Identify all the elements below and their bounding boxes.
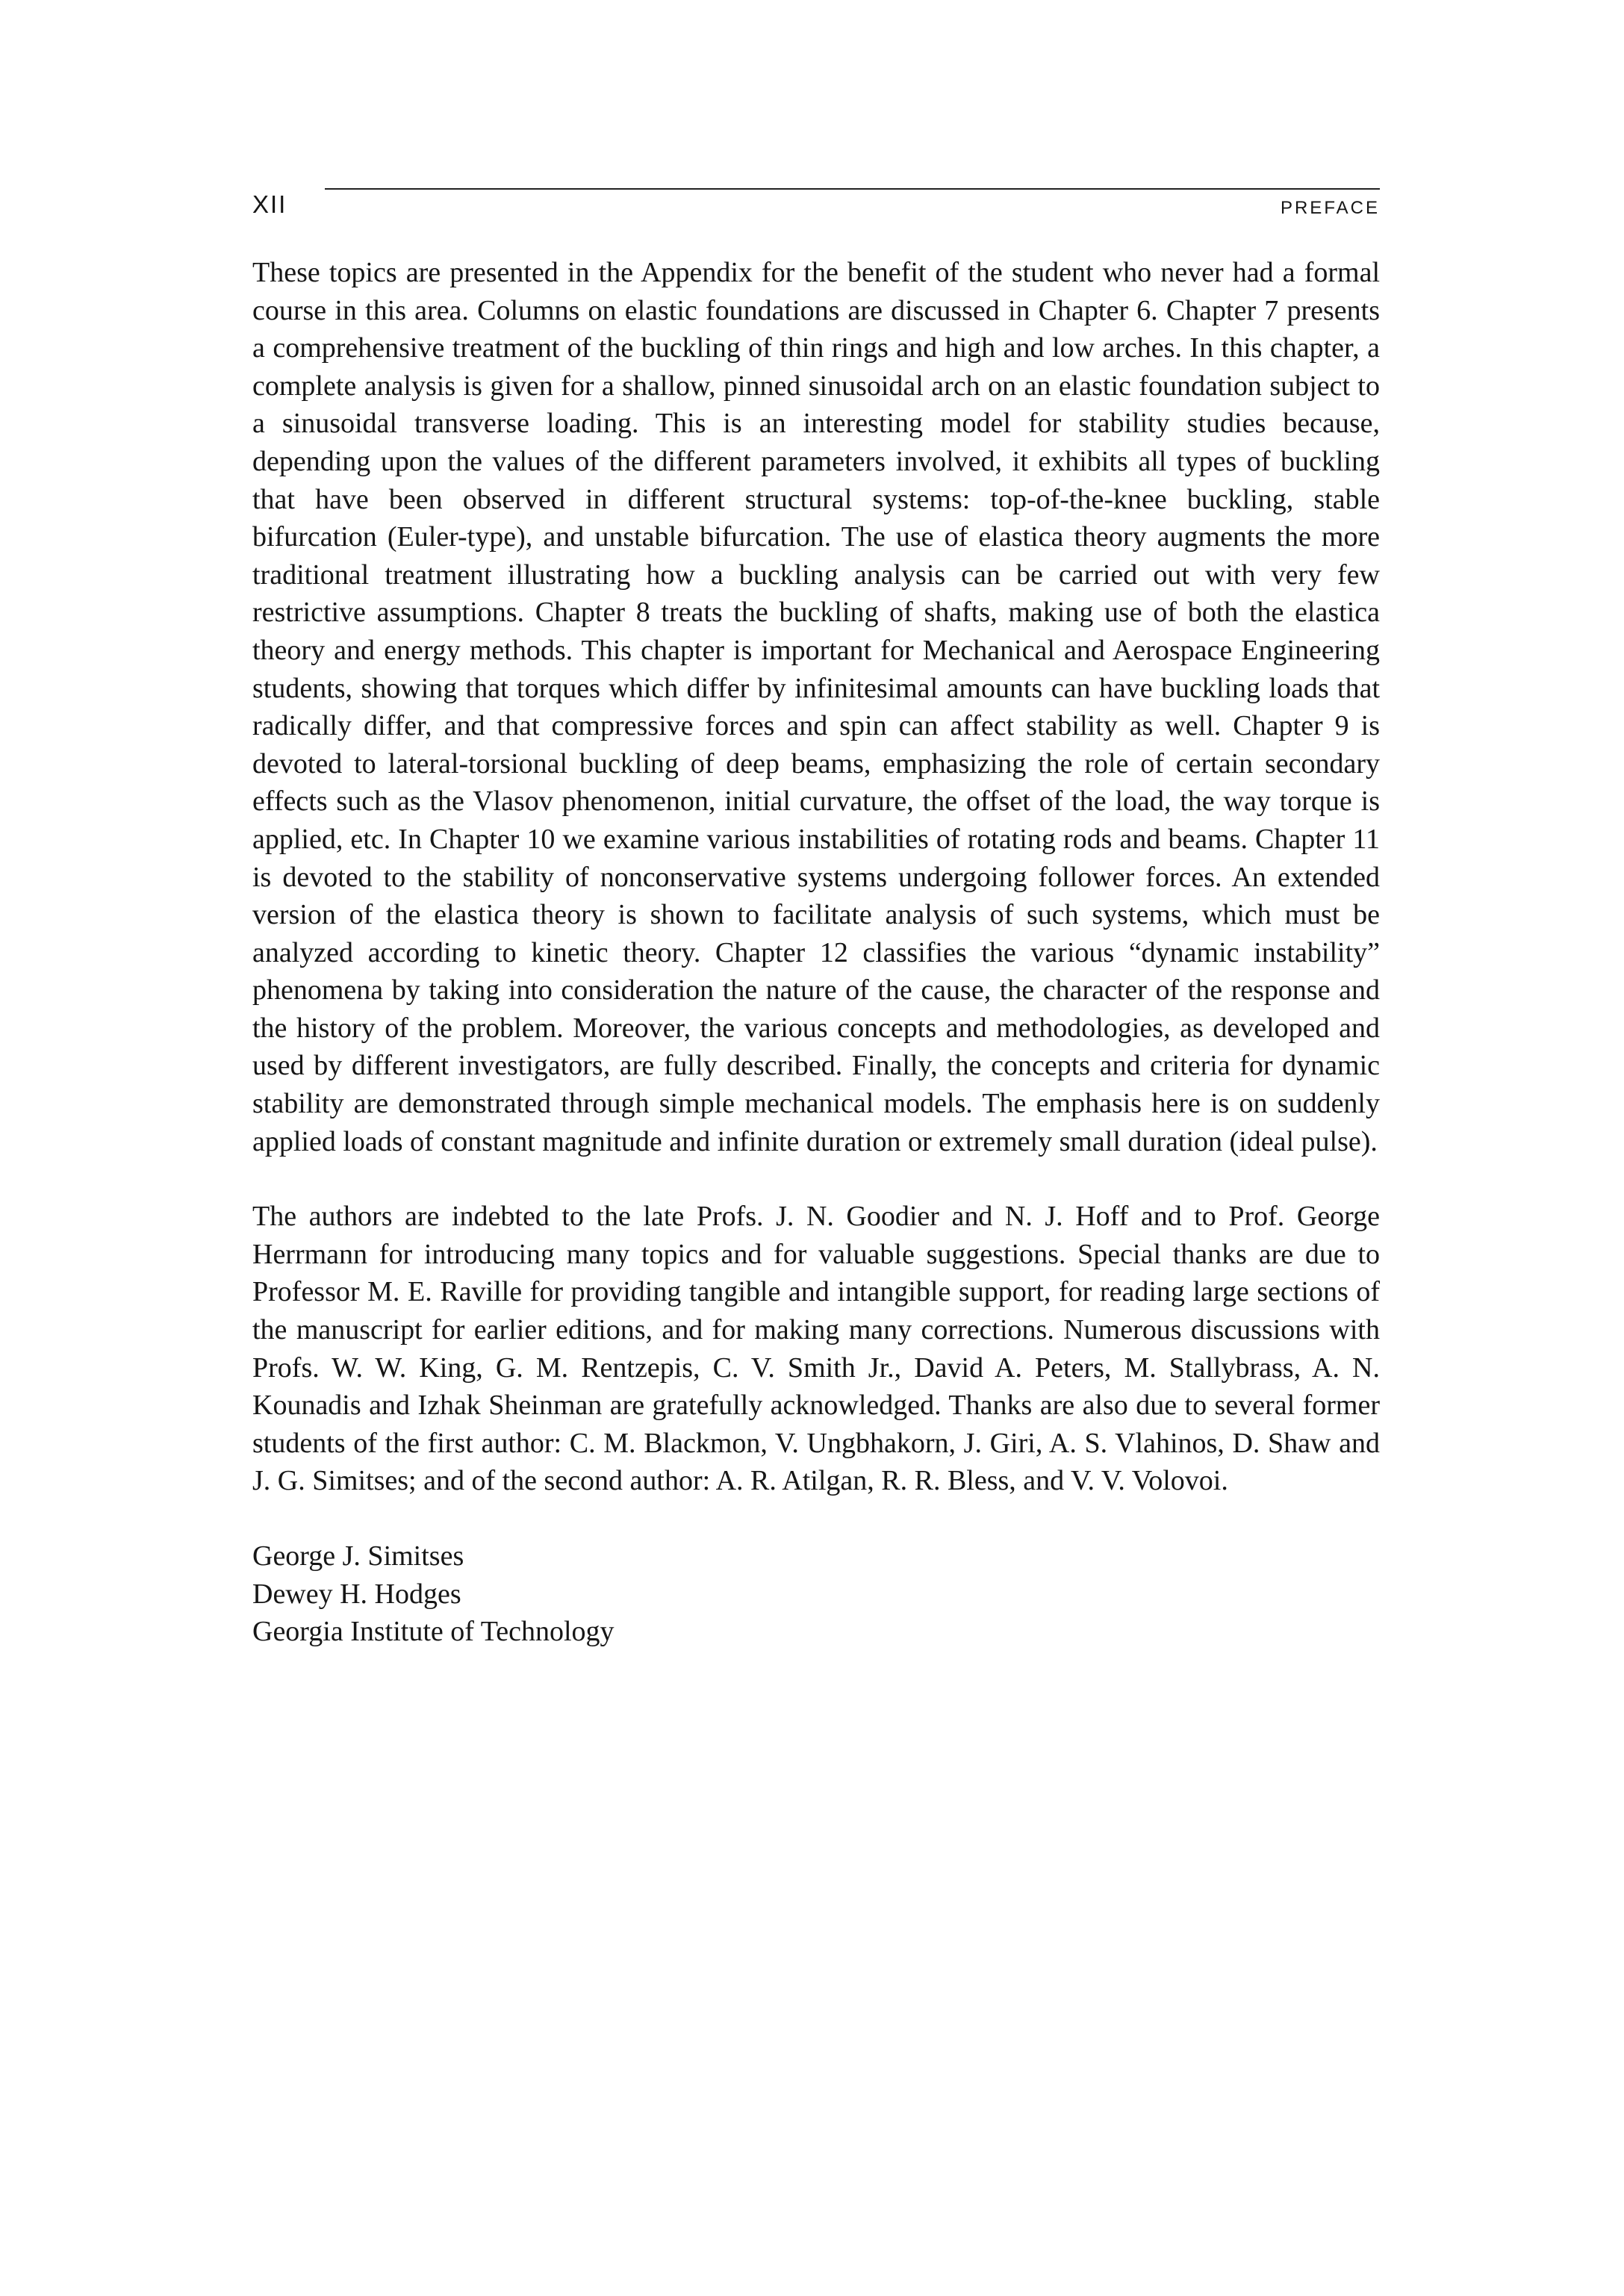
preface-body	[252, 254, 1380, 1651]
running-head	[252, 188, 1380, 221]
signature-author-hodges: Dewey H. Hodges	[252, 1578, 461, 1610]
signature-block	[252, 1537, 1380, 1651]
signature-institution: Georgia Institute of Technology	[252, 1616, 615, 1648]
paragraph-acknowledgments: The authors are indebted to the late Profs. J. N. Goodier and N. J. Hoff and to Prof. George Herrmann for introducing many topics and for valuable suggestions. Special thanks are due to Professor M. E. Raville for providing tangible and intangible support, for reading large sections of the manuscript for earlier editions, and for making many corrections. Numerous discussions with Profs. W. W. King, G. M. Rentzepis, C. V. Smith Jr., David A. Peters, M. Stallybrass, A. N. Kounadis and Izhak Sheinman are gratefully acknowledged. Thanks are also due to several former students of the first author: C. M. Blackmon, V. Ungbhakorn, J. Giri, A. S. Vlahinos, D. Shaw and J. G. Simitses; and of the second author: A. R. Atilgan, R. R. Bless, and V. V. Volovoi.	[252, 1201, 1380, 1497]
section-title: PREFACE	[1280, 198, 1380, 218]
page-number: XII	[252, 190, 287, 218]
header-rule	[325, 188, 1380, 190]
signature-author-simitses: George J. Simitses	[252, 1540, 464, 1572]
paragraph-chapter-overview: These topics are presented in the Appendix for the benefit of the student who never had a formal course in this area. Columns on elastic foundations are discussed in Chapter 6. Chapter 7 presents a comprehensive treatment of the buckling of thin rings and high and low arches. In this chapter, a complete analysis is given for a shallow, pinned sinusoidal arch on an elastic foundation subject to a sinusoidal transverse loading. This is an interesting model for stability studies because, depending upon the values of the different parameters involved, it exhibits all types of buckling that have been observed in different structural systems: top-of-the-knee buckling, stable bifurcation (Euler-type), and unstable bifurcation. The use of elastica theory augments the more traditional treatment illustrating how a buckling analysis can be carried out with very few restrictive assumptions. Chapter 8 treats the buckling of shafts, making use of both the elastica theory and energy methods. This chapter is important for Mechanical and Aerospace Engineering students, showing that torques which differ by infinitesimal amounts can have buckling loads that radically differ, and that compressive forces and spin can affect stability as well. Chapter 9 is devoted to lateral-torsional buckling of deep beams, emphasizing the role of certain secondary effects such as the Vlasov phenomenon, initial curvature, the offset of the load, the way torque is applied, etc. In Chapter 10 we examine various instabilities of rotating rods and beams. Chapter 11 is devoted to the stability of nonconservative systems undergoing follower forces. An extended version of the elastica theory is shown to facilitate analysis of such systems, which must be analyzed according to kinetic theory. Chapter 12 classifies the various “dynamic instability” phenomena by taking into consideration the nature of the cause, the character of the response and the history of the problem. Moreover, the various concepts and methodologies, as developed and used by different investigators, are fully described. Finally, the concepts and criteria for dynamic stability are demonstrated through simple mechanical models. The emphasis here is on suddenly applied loads of constant magnitude and infinite duration or extremely small duration (ideal pulse).	[252, 257, 1380, 1157]
